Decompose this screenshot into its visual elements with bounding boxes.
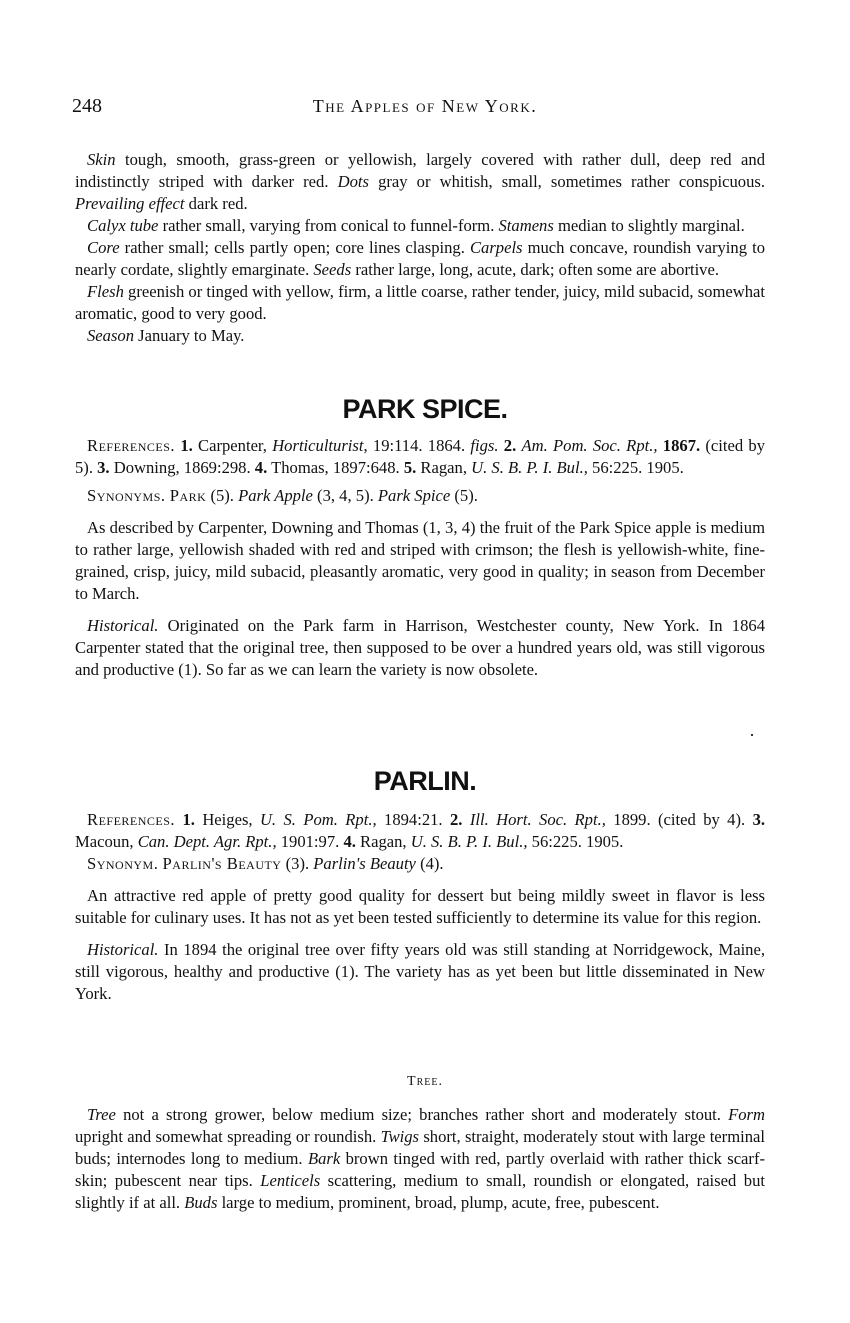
italic-term: Tree (87, 1105, 116, 1124)
text-run: (3). (281, 854, 314, 873)
italic-term: Historical. (87, 940, 159, 959)
text-run: 56:225. 1905. (527, 832, 624, 851)
reference-number: 1. (180, 436, 193, 455)
text-run: Thomas, 1897:648. (267, 458, 404, 477)
text-run: rather large, long, acute, dark; often some are abortive. (351, 260, 719, 279)
text-run: 1899. (cited by 4). (605, 810, 753, 829)
paragraph (75, 281, 765, 325)
page-number: 248 (72, 95, 102, 117)
text-run: Carpenter, (192, 436, 273, 455)
italic-term: Bark (307, 1149, 341, 1168)
italic-term: Calyx tube (87, 216, 159, 235)
reference-number: 2. (449, 810, 463, 829)
italic-term: Stamens (498, 216, 554, 235)
reference-number: 5. (403, 458, 417, 477)
text-run: (3, 4, 5). (312, 486, 378, 505)
reference-number: 4. (343, 832, 356, 851)
description-section (75, 149, 765, 347)
reference-number: 1. (182, 810, 195, 829)
references (75, 435, 765, 479)
text-run: gray or whitish, small, sometimes rather conspicuous. (368, 172, 766, 191)
text-run: An attractive red apple of pretty good quality for dessert but being mildly sweet in flavor is less suitable for culinary uses. It has not as yet been tested sufficiently to determine its value for this region. (75, 886, 765, 927)
text-run: upright and somewhat spreading or roundish. (75, 1127, 381, 1146)
paragraph (75, 237, 765, 281)
text-run: (5). (450, 486, 478, 505)
italic-term: Am. Pom. Soc. Rpt., (521, 436, 658, 455)
italic-term: U. S. B. P. I. Bul., (410, 832, 528, 851)
text-run: 56:225. 1905. (587, 458, 684, 477)
text-run: Ragan, (355, 832, 411, 851)
italic-term: Lenticels (260, 1171, 321, 1190)
italic-term: Skin (87, 150, 116, 169)
italic-term: Twigs (380, 1127, 420, 1146)
italic-term: Horticulturist, (272, 436, 368, 455)
italic-term: U. S. B. P. I. Bul., (471, 458, 588, 477)
italic-term: Park Spice (377, 486, 451, 505)
stray-mark (751, 734, 753, 736)
synonym (75, 853, 765, 875)
italic-term: Season (87, 326, 135, 345)
italic-term: Seeds (313, 260, 352, 279)
reference-number: 1867. (662, 436, 701, 455)
subheading-tree: Tree. (407, 1074, 443, 1089)
text-run: (5). (206, 486, 239, 505)
italic-term: Carpels (469, 238, 523, 257)
italic-term: Ill. Hort. Soc. Rpt., (469, 810, 606, 829)
historical (75, 615, 765, 681)
text-run: Heiges, (194, 810, 260, 829)
italic-term: Buds (184, 1193, 218, 1212)
text-run: Ragan, (416, 458, 472, 477)
park-spice-section (75, 435, 765, 681)
italic-term: Parlin's Beauty (313, 854, 416, 873)
paragraph (75, 517, 765, 605)
small-caps-label: Parlin's Beauty (162, 854, 282, 873)
paragraph (75, 1104, 765, 1214)
reference-number: 3. (752, 810, 766, 829)
reference-number: 4. (254, 458, 268, 477)
small-caps-label: Park (169, 486, 207, 505)
paragraph (75, 149, 765, 215)
text-run: 1894:21. (376, 810, 450, 829)
text-run: greenish or tinged with yellow, firm, a little coarse, rather tender, juicy, mild subacid, somewhat aromatic, good to very good. (75, 282, 765, 323)
text-run: 19:114. 1864. (367, 436, 471, 455)
italic-term: Park Apple (238, 486, 313, 505)
text-run: January to May. (134, 326, 245, 345)
text-run: not a strong grower, below medium size; branches rather short and moderately stout. (115, 1105, 729, 1124)
text-run: Downing, 1869:298. (109, 458, 255, 477)
text-run: short, straight, moderately stout with large terminal buds; internodes long to medium. (75, 1127, 765, 1168)
text-run: (4). (415, 854, 444, 873)
italic-term: Core (87, 238, 120, 257)
reference-number: 2. (503, 436, 517, 455)
italic-term: Prevailing effect (75, 194, 185, 213)
text-run: rather small; cells partly open; core lines clasping. (119, 238, 470, 257)
text-run: median to slightly marginal. (553, 216, 745, 235)
small-caps-label: Synonyms. (87, 486, 166, 505)
text-run: much concave, roundish varying to nearly cordate, slightly emarginate. (75, 238, 765, 279)
tree-section (75, 1104, 765, 1214)
italic-term: Can. Dept. Agr. Rpt., (137, 832, 277, 851)
text-run: Originated on the Park farm in Harrison, Westchester county, New York. In 1864 Carpenter stated that the original tree, then supposed to be over a hundred years old, was still vigorous and productive (1). So far as we can learn the variety is now obsolete. (75, 616, 765, 679)
text-run: dark red. (184, 194, 248, 213)
parlin-section (75, 809, 765, 1005)
paragraph (75, 325, 765, 347)
text-run: tough, smooth, grass-green or yellowish, largely covered with rather dull, deep red and indistinctly striped with darker red. (75, 150, 765, 191)
italic-term: figs. (470, 436, 499, 455)
heading-parlin: PARLIN. (373, 766, 477, 796)
heading-park-spice: PARK SPICE. (342, 394, 508, 424)
text-run: As described by Carpenter, Downing and Thomas (1, 3, 4) the fruit of the Park Spice apple is medium to rather large, yellowish shaded with red and striped with crimson; the flesh is yellowish-white, fine-grained, crisp, juicy, mild subacid, pleasantly aromatic, very good in quality; in season from December to March. (75, 518, 765, 603)
italic-term: Flesh (87, 282, 124, 301)
italic-term: Form (728, 1105, 765, 1124)
text-run: 1901:97. (276, 832, 344, 851)
small-caps-label: References. (87, 436, 176, 455)
running-title: The Apples of New York. (312, 96, 538, 116)
reference-number: 3. (97, 458, 110, 477)
synonyms (75, 485, 765, 507)
small-caps-label: References. (87, 810, 176, 829)
text-run: In 1894 the original tree over fifty years old was still standing at Norridgewock, Maine, still vigorous, healthy and productive (1). The variety has as yet been but little disseminated in New York. (75, 940, 765, 1003)
text-run (462, 810, 469, 829)
references (75, 809, 765, 853)
text-run: brown tinged with red, partly overlaid with rather thick scarf-skin; pubescent near tips. (75, 1149, 765, 1190)
paragraph (75, 215, 765, 237)
italic-term: Dots (337, 172, 369, 191)
text-run: rather small, varying from conical to funnel-form. (158, 216, 499, 235)
paragraph (75, 885, 765, 929)
text-run: Macoun, (75, 832, 138, 851)
italic-term: U. S. Pom. Rpt., (259, 810, 377, 829)
text-run: scattering, medium to small, roundish or elongated, raised but slightly if at all. (75, 1171, 765, 1212)
text-run: (cited by 5). (75, 436, 766, 477)
italic-term: Historical. (87, 616, 159, 635)
text-run: large to medium, prominent, broad, plump, acute, free, pubescent. (217, 1193, 660, 1212)
small-caps-label: Synonym. (87, 854, 159, 873)
historical (75, 939, 765, 1005)
